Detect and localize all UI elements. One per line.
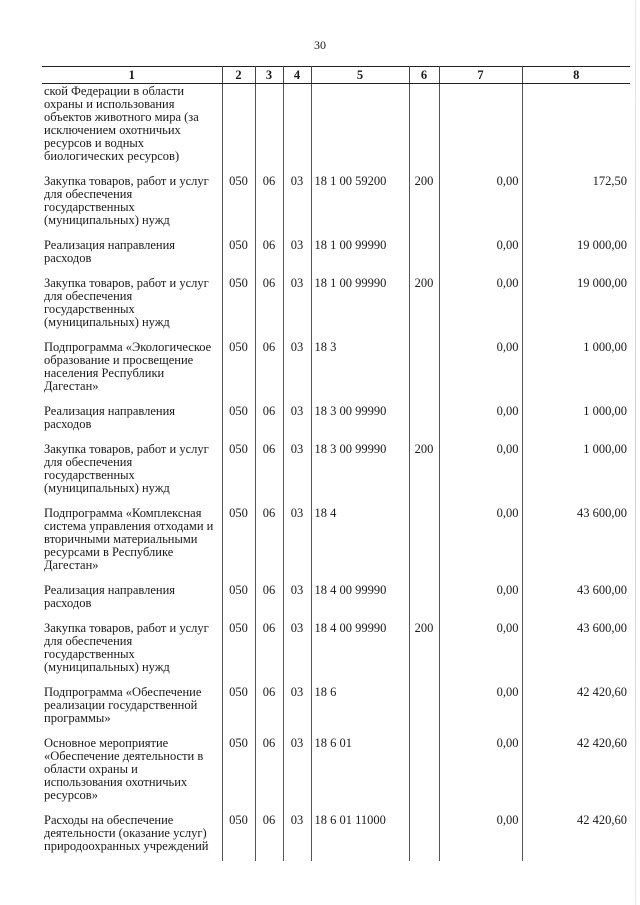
row-section: 06	[255, 682, 283, 733]
row-target-article: 18 6 01 11000	[311, 810, 409, 861]
row-name: Реализация направления расходов	[42, 580, 222, 618]
row-subsection: 03	[283, 337, 311, 401]
row-subsection: 03	[283, 580, 311, 618]
row-amount-col7: 0,00	[439, 401, 522, 439]
row-amount-col7: 0,00	[439, 580, 522, 618]
row-amount-col7: 0,00	[439, 337, 522, 401]
row-amount-col7: 0,00	[439, 439, 522, 503]
row-expense-type	[409, 84, 439, 172]
row-amount-col8: 1 000,00	[522, 401, 630, 439]
row-subsection	[283, 84, 311, 172]
row-admin-code: 050	[222, 439, 255, 503]
row-target-article: 18 1 00 99990	[311, 235, 409, 273]
header-col-8: 8	[522, 67, 630, 84]
row-target-article: 18 3	[311, 337, 409, 401]
row-amount-col8: 1 000,00	[522, 439, 630, 503]
table-header	[42, 67, 630, 84]
row-subsection: 03	[283, 273, 311, 337]
row-amount-col8: 19 000,00	[522, 273, 630, 337]
row-target-article: 18 3 00 99990	[311, 439, 409, 503]
row-amount-col8	[522, 84, 630, 172]
row-target-article: 18 6	[311, 682, 409, 733]
row-section: 06	[255, 337, 283, 401]
row-target-article: 18 4 00 99990	[311, 580, 409, 618]
row-expense-type: 200	[409, 439, 439, 503]
row-amount-col7: 0,00	[439, 503, 522, 580]
table-row	[42, 580, 630, 618]
row-section: 06	[255, 171, 283, 235]
row-subsection: 03	[283, 733, 311, 810]
row-name: Закупка товаров, работ и услуг для обеспечения государственных (муниципальных) нужд	[42, 618, 222, 682]
row-amount-col7: 0,00	[439, 235, 522, 273]
row-subsection: 03	[283, 503, 311, 580]
row-subsection: 03	[283, 401, 311, 439]
table-row	[42, 84, 630, 172]
row-name: Расходы на обеспечение деятельности (оказание услуг) природоохранных учреждений	[42, 810, 222, 861]
row-subsection: 03	[283, 618, 311, 682]
row-amount-col8: 19 000,00	[522, 235, 630, 273]
row-section: 06	[255, 618, 283, 682]
row-admin-code	[222, 84, 255, 172]
row-expense-type	[409, 733, 439, 810]
row-target-article: 18 3 00 99990	[311, 401, 409, 439]
row-admin-code: 050	[222, 171, 255, 235]
budget-table	[42, 66, 630, 861]
row-amount-col8: 42 420,60	[522, 810, 630, 861]
table-row	[42, 810, 630, 861]
row-expense-type: 200	[409, 273, 439, 337]
row-name: Основное мероприятие «Обеспечение деятельности в области охраны и использования охотничьих ресурсов»	[42, 733, 222, 810]
table-row	[42, 171, 630, 235]
row-expense-type	[409, 401, 439, 439]
row-admin-code: 050	[222, 733, 255, 810]
row-admin-code: 050	[222, 503, 255, 580]
row-name: Реализация направления расходов	[42, 235, 222, 273]
row-expense-type: 200	[409, 171, 439, 235]
row-target-article	[311, 84, 409, 172]
row-amount-col8: 42 420,60	[522, 682, 630, 733]
row-subsection: 03	[283, 439, 311, 503]
header-col-2: 2	[222, 67, 255, 84]
row-expense-type	[409, 337, 439, 401]
row-expense-type	[409, 810, 439, 861]
table-row	[42, 273, 630, 337]
row-subsection: 03	[283, 682, 311, 733]
row-section: 06	[255, 273, 283, 337]
row-amount-col7: 0,00	[439, 810, 522, 861]
row-amount-col7	[439, 84, 522, 172]
row-amount-col7: 0,00	[439, 682, 522, 733]
table-row	[42, 337, 630, 401]
row-section	[255, 84, 283, 172]
table-row	[42, 682, 630, 733]
row-admin-code: 050	[222, 401, 255, 439]
table-body	[42, 84, 630, 862]
row-section: 06	[255, 235, 283, 273]
row-admin-code: 050	[222, 580, 255, 618]
row-section: 06	[255, 580, 283, 618]
row-admin-code: 050	[222, 682, 255, 733]
row-name: Подпрограмма «Обеспечение реализации государственной программы»	[42, 682, 222, 733]
row-name: ской Федерации в области охраны и использования объектов животного мира (за исключением охотничьих ресурсов и водных биологических ресурсов)	[42, 84, 222, 172]
row-section: 06	[255, 503, 283, 580]
row-name: Подпрограмма «Экологическое образование и просвещение населения Республики Дагестан»	[42, 337, 222, 401]
row-admin-code: 050	[222, 337, 255, 401]
row-admin-code: 050	[222, 235, 255, 273]
row-amount-col7: 0,00	[439, 273, 522, 337]
row-expense-type	[409, 682, 439, 733]
row-name: Реализация направления расходов	[42, 401, 222, 439]
row-amount-col8: 42 420,60	[522, 733, 630, 810]
row-name: Закупка товаров, работ и услуг для обеспечения государственных (муниципальных) нужд	[42, 273, 222, 337]
header-col-4: 4	[283, 67, 311, 84]
row-amount-col7: 0,00	[439, 618, 522, 682]
row-target-article: 18 4	[311, 503, 409, 580]
row-expense-type	[409, 235, 439, 273]
table-row	[42, 439, 630, 503]
row-expense-type: 200	[409, 618, 439, 682]
row-expense-type	[409, 503, 439, 580]
row-amount-col8: 43 600,00	[522, 580, 630, 618]
row-section: 06	[255, 733, 283, 810]
row-amount-col8: 172,50	[522, 171, 630, 235]
row-amount-col8: 1 000,00	[522, 337, 630, 401]
row-section: 06	[255, 401, 283, 439]
table-row	[42, 235, 630, 273]
row-section: 06	[255, 810, 283, 861]
row-amount-col7: 0,00	[439, 171, 522, 235]
row-target-article: 18 6 01	[311, 733, 409, 810]
row-amount-col8: 43 600,00	[522, 618, 630, 682]
row-section: 06	[255, 439, 283, 503]
row-target-article: 18 1 00 99990	[311, 273, 409, 337]
table-row	[42, 503, 630, 580]
row-name: Закупка товаров, работ и услуг для обеспечения государственных (муниципальных) нужд	[42, 171, 222, 235]
header-col-5: 5	[311, 67, 409, 84]
row-amount-col8: 43 600,00	[522, 503, 630, 580]
row-name: Закупка товаров, работ и услуг для обеспечения государственных (муниципальных) нужд	[42, 439, 222, 503]
row-admin-code: 050	[222, 273, 255, 337]
row-amount-col7: 0,00	[439, 733, 522, 810]
row-admin-code: 050	[222, 618, 255, 682]
row-name: Подпрограмма «Комплексная система управления отходами и вторичными материальными ресурсами в Республике Дагестан»	[42, 503, 222, 580]
row-subsection: 03	[283, 235, 311, 273]
table-row	[42, 733, 630, 810]
table-row	[42, 618, 630, 682]
row-admin-code: 050	[222, 810, 255, 861]
row-expense-type	[409, 580, 439, 618]
header-col-7: 7	[439, 67, 522, 84]
row-target-article: 18 1 00 59200	[311, 171, 409, 235]
header-col-1: 1	[42, 67, 222, 84]
row-target-article: 18 4 00 99990	[311, 618, 409, 682]
table-row	[42, 401, 630, 439]
header-col-3: 3	[255, 67, 283, 84]
page-number: 30	[314, 38, 326, 52]
row-subsection: 03	[283, 810, 311, 861]
row-subsection: 03	[283, 171, 311, 235]
header-col-6: 6	[409, 67, 439, 84]
scan-edge-line	[635, 0, 636, 905]
